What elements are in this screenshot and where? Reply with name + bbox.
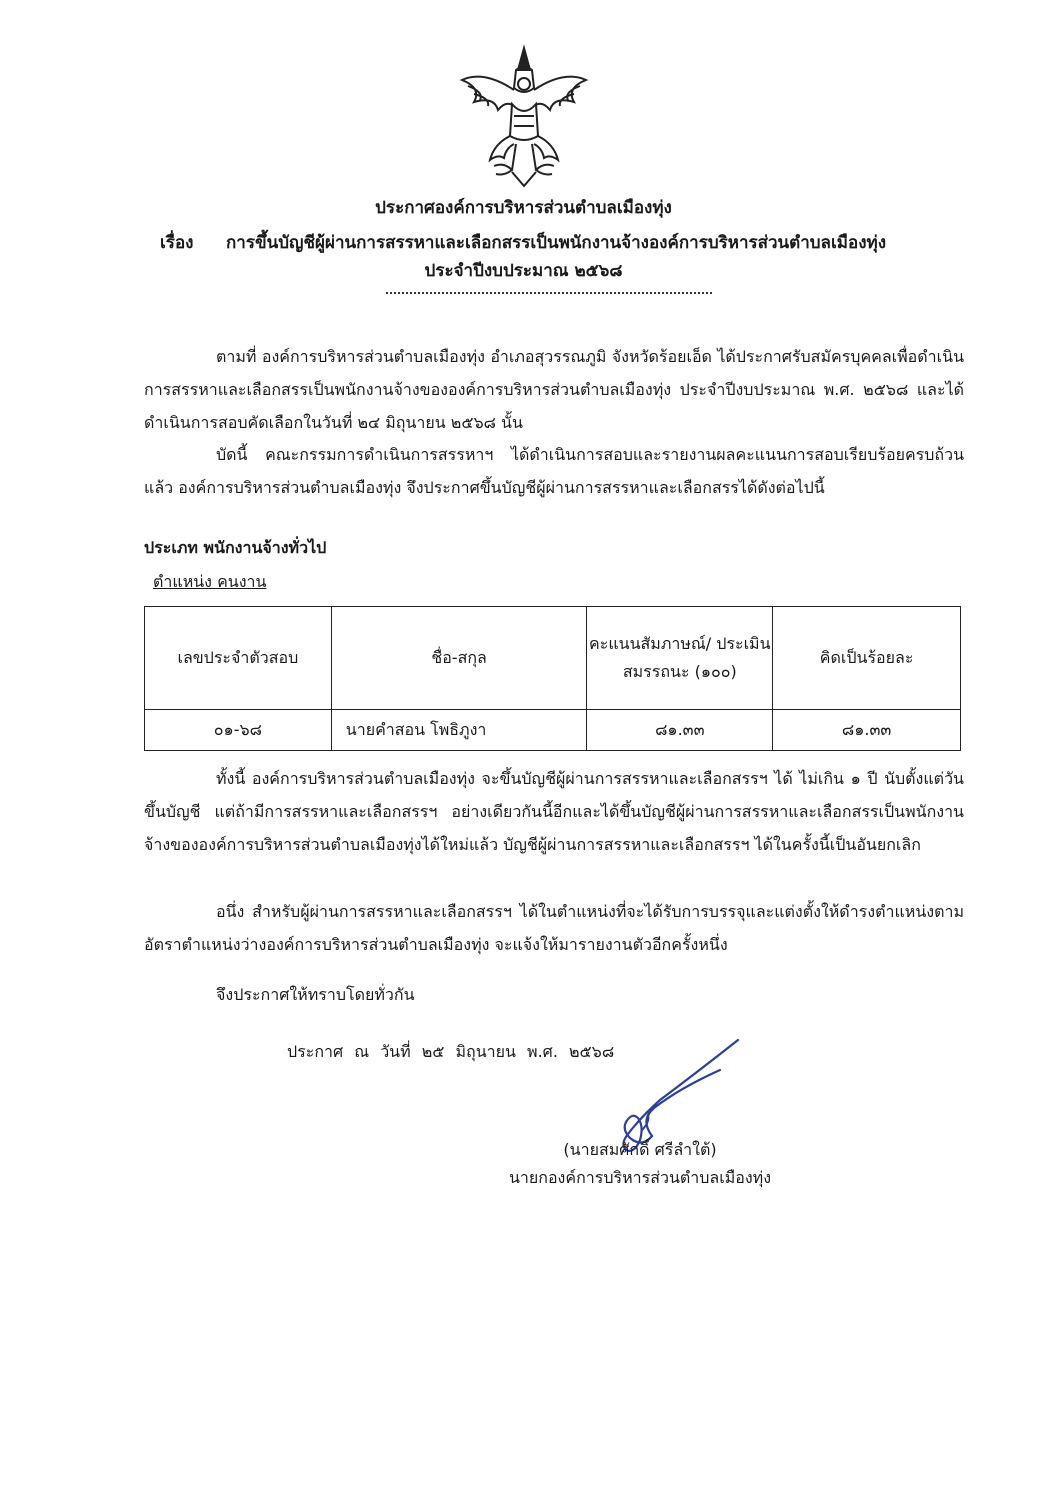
announcement-date: ประกาศ ณ วันที่ ๒๕ มิถุนายน พ.ศ. ๒๕๖๘: [287, 1042, 615, 1061]
table-row: [145, 710, 961, 751]
header-percent: คิดเป็นร้อยละ: [773, 607, 961, 710]
announcement-title: ประกาศองค์การบริหารส่วนตำบลเมืองทุ่ง: [375, 198, 672, 218]
cell-score: ๘๑.๓๓: [587, 710, 773, 751]
signatory-title: นายกองค์การบริหารส่วนตำบลเมืองทุ่ง: [508, 1168, 772, 1187]
cell-full-name: นายคำสอน โพธิภูงา: [331, 710, 587, 751]
signatory-block: [480, 1136, 800, 1192]
paragraph-4: อนึ่ง สำหรับผู้ผ่านการสรรหาและเลือกสรรฯ ได้ในตำแหน่งที่จะได้รับการบรรจุและแต่งตั้งให้ดำรงตำแหน่งตามอัตราตำแหน่งว่างองค์การบริหารส่วนตำบลเมืองทุ่ง จะแจ้งให้มารายงานตัวอีกครั้งหนึ่ง: [144, 902, 964, 954]
announcement-subject: [160, 231, 960, 255]
paragraph-2: บัดนี้ คณะกรรมการดำเนินการสรรหาฯ ได้ดำเนินการสอบและรายงานผลคะแนนการสอบเรียบร้อยครบถ้วนแล้ว องค์การบริหารส่วนตำบลเมืองทุ่ง จึงประกาศขึ้นบัญชีผู้ผ่านการสรรหาและเลือกสรรได้ดังต่อไปนี้: [144, 445, 964, 497]
cell-exam-id: ๐๑-๖๘: [145, 710, 332, 751]
header-full-name: ชื่อ-สกุล: [331, 607, 587, 710]
table-header-row: [145, 607, 961, 710]
subject-text: การขึ้นบัญชีผู้ผ่านการสรรหาและเลือกสรรเป็นพนักงานจ้างองค์การบริหารส่วนตำบลเมืองทุ่ง: [226, 233, 886, 253]
dotted-divider: [386, 292, 712, 294]
subject-label: เรื่อง: [160, 233, 194, 253]
fiscal-year: ประจำปีงบประมาณ ๒๕๖๘: [424, 261, 623, 281]
announce-closing: จึงประกาศให้ทราบโดยทั่วกัน: [216, 985, 415, 1004]
cell-percent: ๘๑.๓๓: [773, 710, 961, 751]
signatory-name: (นายสมศักดิ์ ศรีลำใต้): [563, 1140, 717, 1159]
position-title: ตำแหน่ง คนงาน: [153, 572, 267, 591]
employee-category: ประเภท พนักงานจ้างทั่วไป: [144, 538, 327, 557]
paragraph-1: ตามที่ องค์การบริหารส่วนตำบลเมืองทุ่ง อำเภอสุวรรณภูมิ จังหวัดร้อยเอ็ด ได้ประกาศรับสมัครบุคคลเพื่อดำเนินการสรรหาและเลือกสรรเป็นพนักงานจ้างขององค์การบริหารส่วนตำบลเมืองทุ่ง ประจำปีงบประมาณ พ.ศ. ๒๕๖๘ และได้ดำเนินการสอบคัดเลือกในวันที่ ๒๔ มิถุนายน ๒๕๖๘ นั้น: [144, 347, 964, 432]
header-score: [587, 607, 773, 710]
header-score-text: คะแนนสัมภาษณ์/ ประเมินสมรรถนะ (๑๐๐): [589, 634, 771, 681]
header-exam-id: เลขประจำตัวสอบ: [145, 607, 332, 710]
garuda-emblem-icon: [454, 40, 594, 190]
results-table: [144, 606, 961, 751]
paragraph-3: ทั้งนี้ องค์การบริหารส่วนตำบลเมืองทุ่ง จะขึ้นบัญชีผู้ผ่านการสรรหาและเลือกสรรฯ ได้ ไม่เกิน ๑ ปี นับตั้งแต่วันขึ้นบัญชี แต่ถ้ามีการสรรหาและเลือกสรรฯ อย่างเดียวกันนี้อีกและได้ขึ้นบัญชีผู้ผ่านการสรรหาและเลือกสรรเป็นพนักงานจ้างขององค์การบริหารส่วนตำบลเมืองทุ่งได้ใหม่แล้ว บัญชีผู้ผ่านการสรรหาและเลือกสรรฯ ได้ในครั้งนี้เป็นอันยกเลิก: [144, 769, 964, 854]
